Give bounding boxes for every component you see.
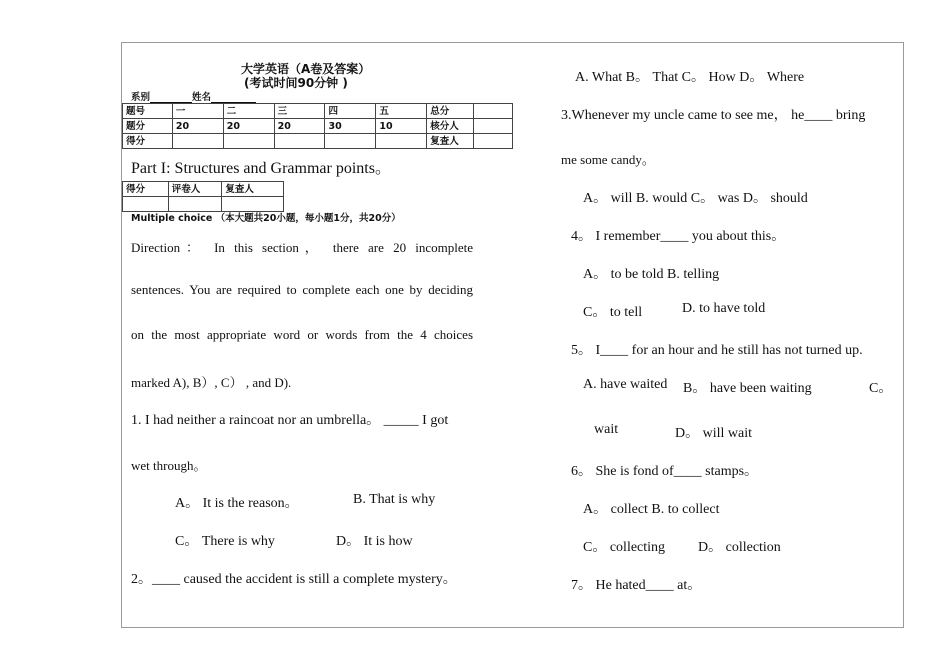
score-cell: 得分 — [123, 134, 173, 149]
direction-line: sentences. You are required to complete each one by deciding — [131, 282, 473, 297]
score-cell: 10 — [376, 119, 427, 134]
question-3-options: A。 will B. would C。 was D。 should — [583, 191, 808, 206]
score-cell — [172, 134, 223, 149]
question-1-option-d: D。 It is how — [336, 534, 413, 549]
score-cell: 二 — [223, 104, 274, 119]
direction-line: marked A), B）, C） , and D). — [131, 375, 292, 390]
exam-title: 大学英语（A卷及答案） — [241, 62, 371, 76]
score-cell: 20 — [223, 119, 274, 134]
question-1-option-c: C。 There is why — [175, 534, 275, 549]
question-6-option-d: D。 collection — [698, 540, 781, 555]
question-5-option-c-letter: C。 — [869, 381, 893, 396]
part-title: Part I: Structures and Grammar points。 — [131, 160, 391, 177]
question-5-option-a: A. have waited — [583, 377, 668, 392]
question-5-option-b: B。 have been waiting — [683, 381, 812, 396]
question-4-options-ab: A。 to be told B. telling — [583, 267, 720, 282]
score-cell: 20 — [172, 119, 223, 134]
score-cell: 一 — [172, 104, 223, 119]
score-cell: 题分 — [123, 119, 173, 134]
question-7-stem: 7。 He hated____ at。 — [571, 578, 702, 593]
score-cell — [223, 134, 274, 149]
grader-header-cell: 复查人 — [222, 182, 284, 197]
direction-line: Direction： In this section， there are 20 incomplete — [131, 240, 473, 255]
question-4-stem: 4。 I remember____ you about this。 — [571, 229, 786, 244]
question-6-stem: 6。 She is fond of____ stamps。 — [571, 464, 759, 479]
name-label: 姓名 — [192, 92, 212, 103]
score-cell — [376, 134, 427, 149]
question-2-options: A. What B。 That C。 How D。 Where — [575, 70, 805, 85]
question-1-stem: 1. I had neither a raincoat nor an umbrella。 _____ I got — [131, 413, 449, 428]
question-5-option-c-text: wait — [594, 422, 619, 437]
dept-blank — [150, 93, 192, 103]
question-1-stem-cont: wet through。 — [131, 458, 207, 473]
question-4-option-d: D. to have told — [682, 301, 766, 316]
question-6-option-c: C。 collecting — [583, 540, 666, 555]
question-6-options-ab: A。 collect B. to collect — [583, 502, 720, 517]
score-table-row — [123, 119, 513, 134]
score-cell: 核分人 — [427, 119, 474, 134]
score-cell: 30 — [325, 119, 376, 134]
score-cell — [474, 119, 513, 134]
score-cell: 复查人 — [427, 134, 474, 149]
score-cell — [474, 134, 513, 149]
score-cell: 总分 — [427, 104, 474, 119]
score-cell: 20 — [274, 119, 325, 134]
exam-subtitle: (考试时间90分钟 ) — [244, 76, 348, 90]
score-cell — [325, 134, 376, 149]
question-5-stem: 5。 I____ for an hour and he still has not turned up. — [571, 343, 863, 358]
question-5-option-d: D。 will wait — [675, 426, 752, 441]
score-cell — [474, 104, 513, 119]
student-info-line — [131, 89, 256, 103]
question-4-option-c: C。 to tell — [583, 305, 643, 320]
score-table-row — [123, 104, 513, 119]
score-cell: 题号 — [123, 104, 173, 119]
question-1-option-b: B. That is why — [353, 492, 436, 507]
mc-heading: Multiple choice （本大题共20小题，每小题1分，共20分） — [131, 213, 401, 224]
question-1-option-a: A。 It is the reason。 — [175, 496, 299, 511]
grader-header-cell: 得分 — [123, 182, 169, 197]
grader-header-row — [123, 182, 284, 197]
name-blank — [211, 93, 256, 103]
score-cell — [274, 134, 325, 149]
question-3-stem: 3.Whenever my uncle came to see me， he____ bring — [561, 108, 866, 123]
score-cell: 三 — [274, 104, 325, 119]
direction-line: on the most appropriate word or words from the 4 choices — [131, 327, 473, 342]
question-3-stem-cont: me some candy。 — [561, 152, 655, 167]
grader-table — [122, 181, 284, 212]
score-table — [122, 103, 513, 149]
score-cell: 四 — [325, 104, 376, 119]
score-table-row — [123, 134, 513, 149]
question-2-stem: 2。____ caused the accident is still a complete mystery。 — [131, 572, 457, 587]
grader-header-cell: 评卷人 — [168, 182, 222, 197]
dept-label: 系别 — [131, 92, 151, 103]
score-cell: 五 — [376, 104, 427, 119]
